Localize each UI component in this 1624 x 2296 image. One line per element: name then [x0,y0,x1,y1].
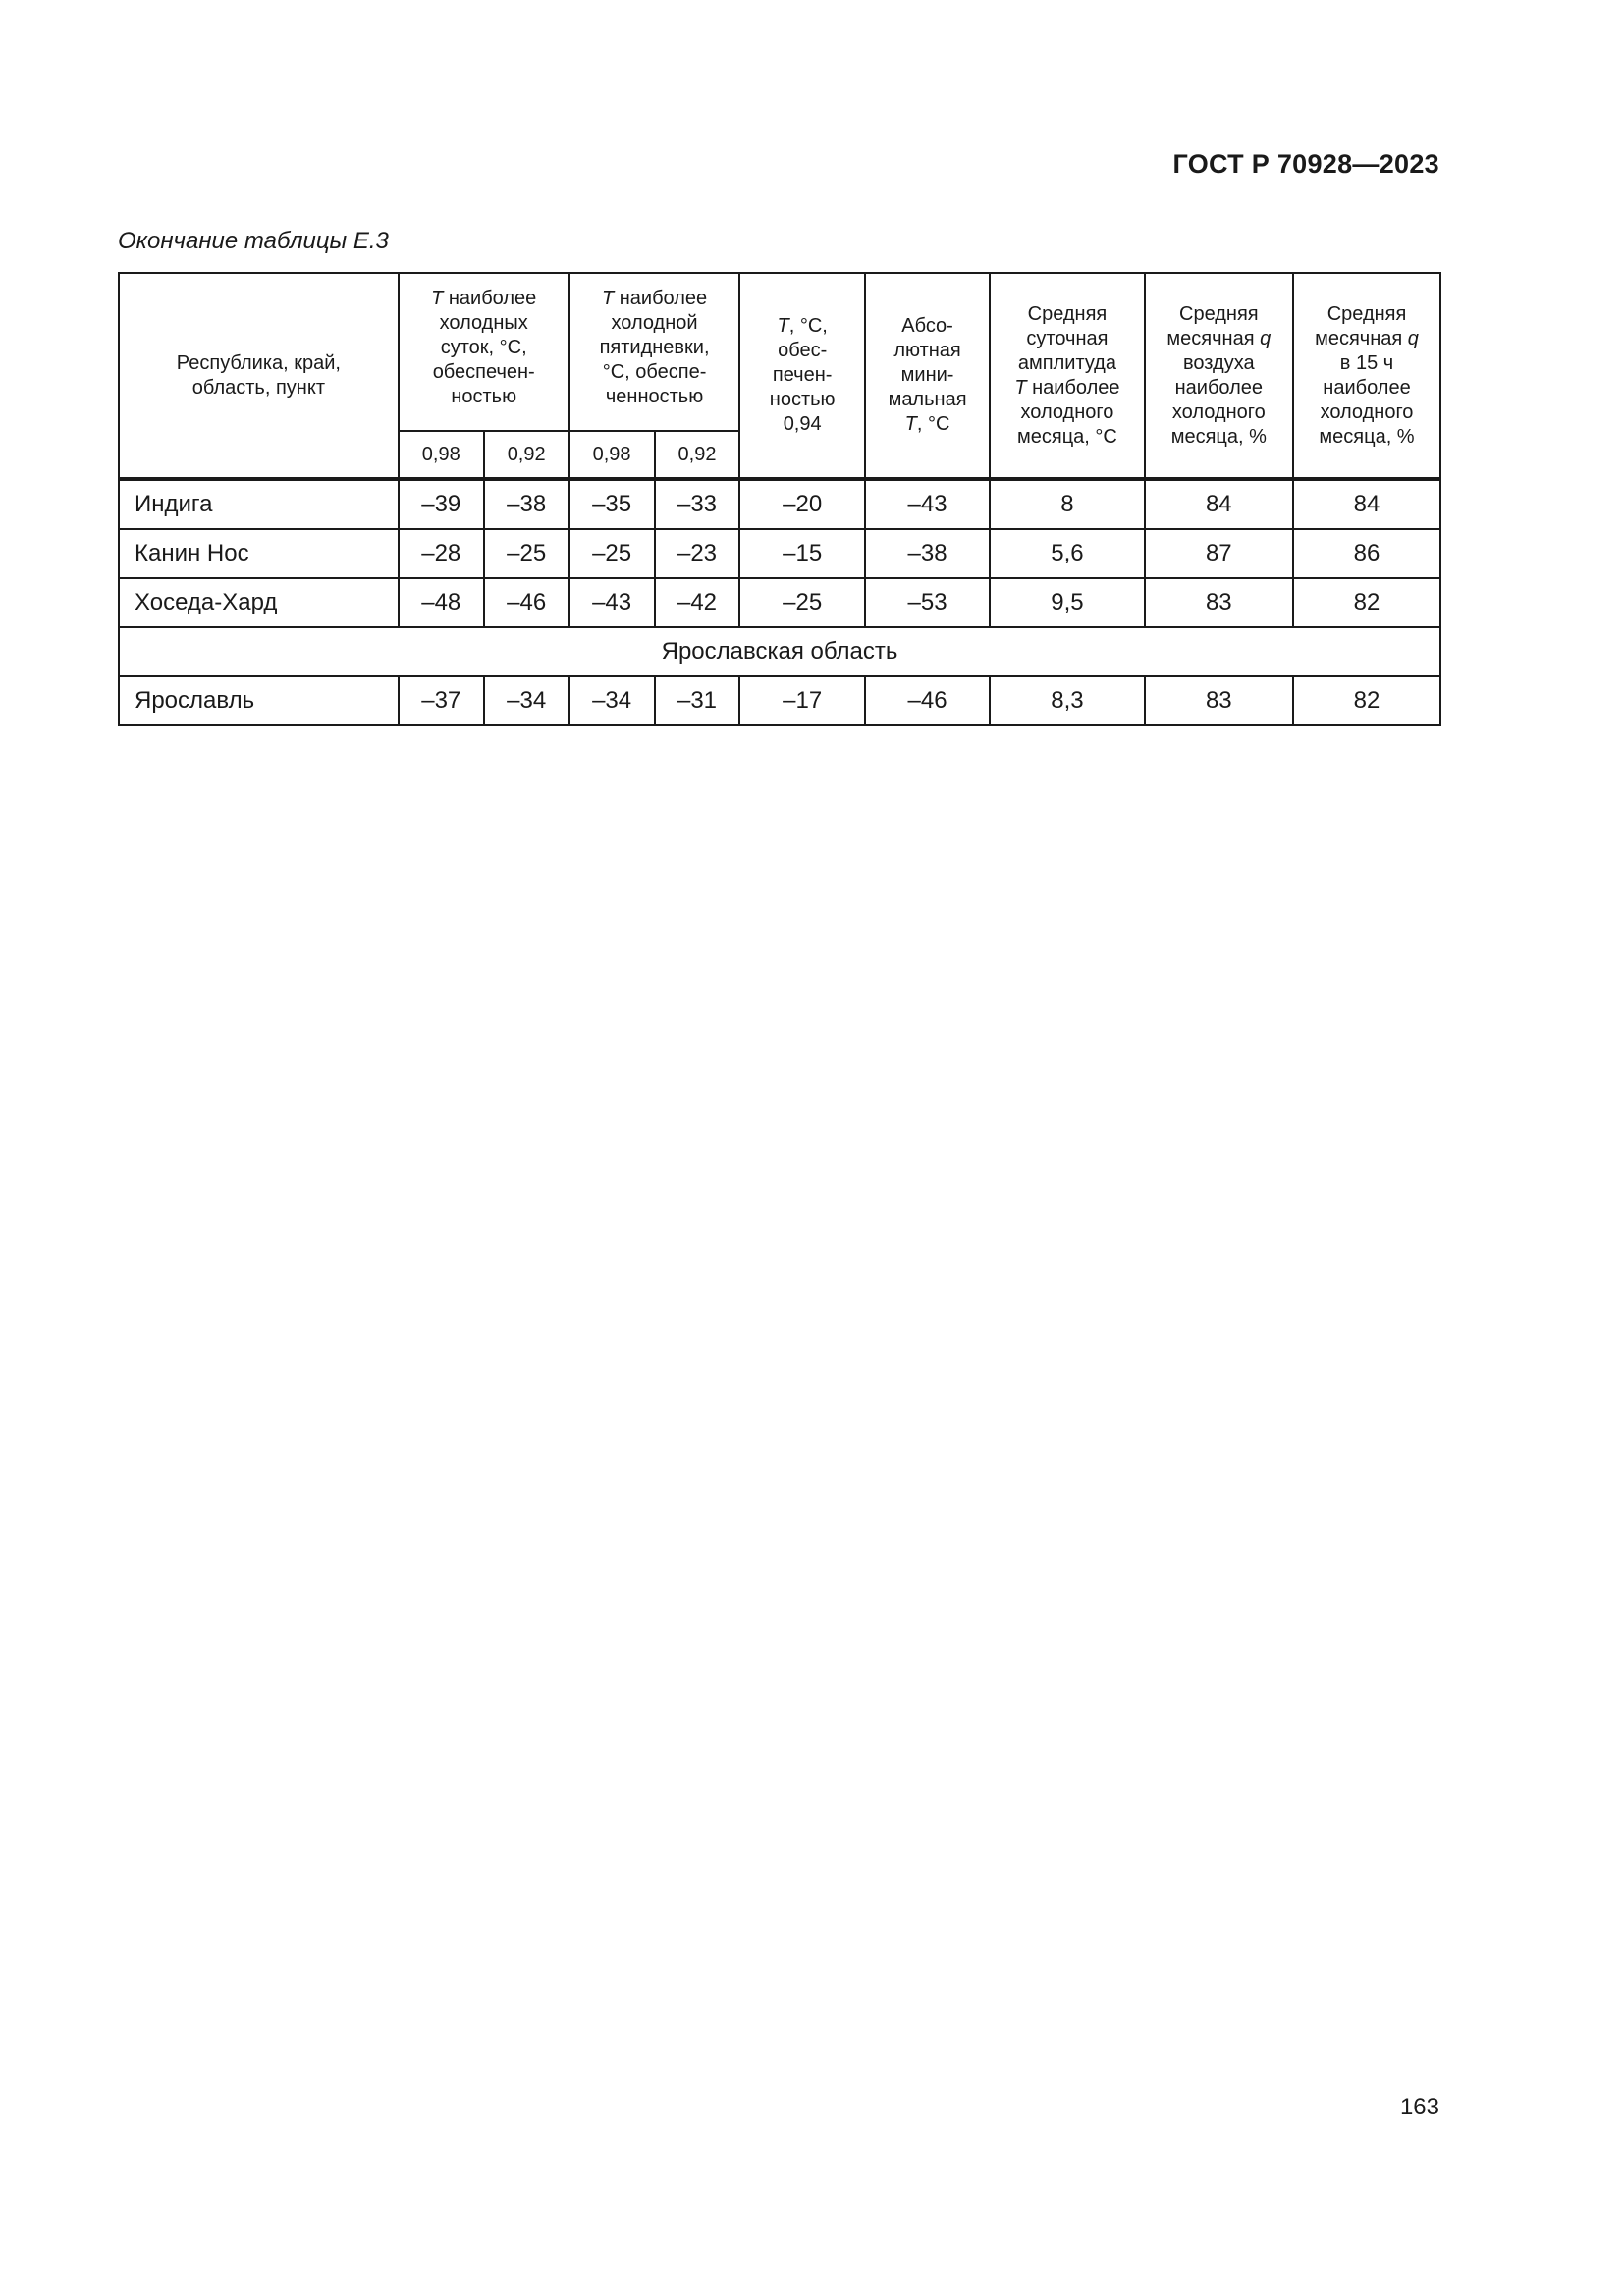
header-daily-amplitude: Средняя суточная амплитуда T наиболее холодного месяца, °С [990,273,1144,479]
cell: –20 [739,479,864,529]
subheader-092: 0,92 [655,431,740,479]
subheader-098: 0,98 [399,431,484,479]
subheader-098: 0,98 [569,431,655,479]
header-monthly-q-air: Средняя месячная q воздуха наиболее холодного месяца, % [1145,273,1293,479]
cell: –35 [569,479,655,529]
cell: –15 [739,529,864,578]
climate-table [118,272,1441,726]
cell: –34 [484,676,569,725]
cell: –48 [399,578,484,627]
cell: –23 [655,529,740,578]
cell: 5,6 [990,529,1144,578]
cell: 9,5 [990,578,1144,627]
cell: 8,3 [990,676,1144,725]
cell: 84 [1293,479,1440,529]
cell: 86 [1293,529,1440,578]
cell: –17 [739,676,864,725]
cell: –37 [399,676,484,725]
table-row [119,676,1440,725]
row-name: Хоседа-Хард [119,578,399,627]
cell: 8 [990,479,1144,529]
cell: 82 [1293,578,1440,627]
table-row [119,529,1440,578]
cell: –33 [655,479,740,529]
section-title: Ярославская область [119,627,1440,676]
page-number: 163 [1399,2094,1439,2120]
cell: –25 [484,529,569,578]
cell: –43 [569,578,655,627]
cell: –43 [865,479,990,529]
header-abs-min: Абсо- лютная мини- мальная T, °С [865,273,990,479]
cell: 84 [1145,479,1293,529]
cell: –38 [484,479,569,529]
cell: 83 [1145,578,1293,627]
cell: –46 [484,578,569,627]
header-monthly-q-15h: Средняя месячная q в 15 ч наиболее холодного месяца, % [1293,273,1440,479]
cell: 82 [1293,676,1440,725]
table-row [119,479,1440,529]
cell: –46 [865,676,990,725]
cell: –38 [865,529,990,578]
table-row [119,578,1440,627]
row-name: Ярославль [119,676,399,725]
cell: 87 [1145,529,1293,578]
cell: –28 [399,529,484,578]
row-name: Индига [119,479,399,529]
section-row [119,627,1440,676]
cell: –34 [569,676,655,725]
header-place: Республика, край, область, пункт [119,273,399,479]
cell: –25 [569,529,655,578]
cell: 83 [1145,676,1293,725]
cell: –31 [655,676,740,725]
row-name: Канин Нос [119,529,399,578]
header-t-coldest-5day: T наиболее холодной пятидневки, °С, обеспе- ченностью [569,273,740,431]
document-id: ГОСТ Р 70928—2023 [1172,149,1439,179]
cell: –53 [865,578,990,627]
cell: –42 [655,578,740,627]
subheader-092: 0,92 [484,431,569,479]
cell: –25 [739,578,864,627]
table-caption: Окончание таблицы Е.3 [118,228,389,254]
header-t-coldest-day: T наиболее холодных суток, °С, обеспечен- ностью [399,273,569,431]
cell: –39 [399,479,484,529]
header-t-094: T, °С, обес- печен- ностью 0,94 [739,273,864,479]
